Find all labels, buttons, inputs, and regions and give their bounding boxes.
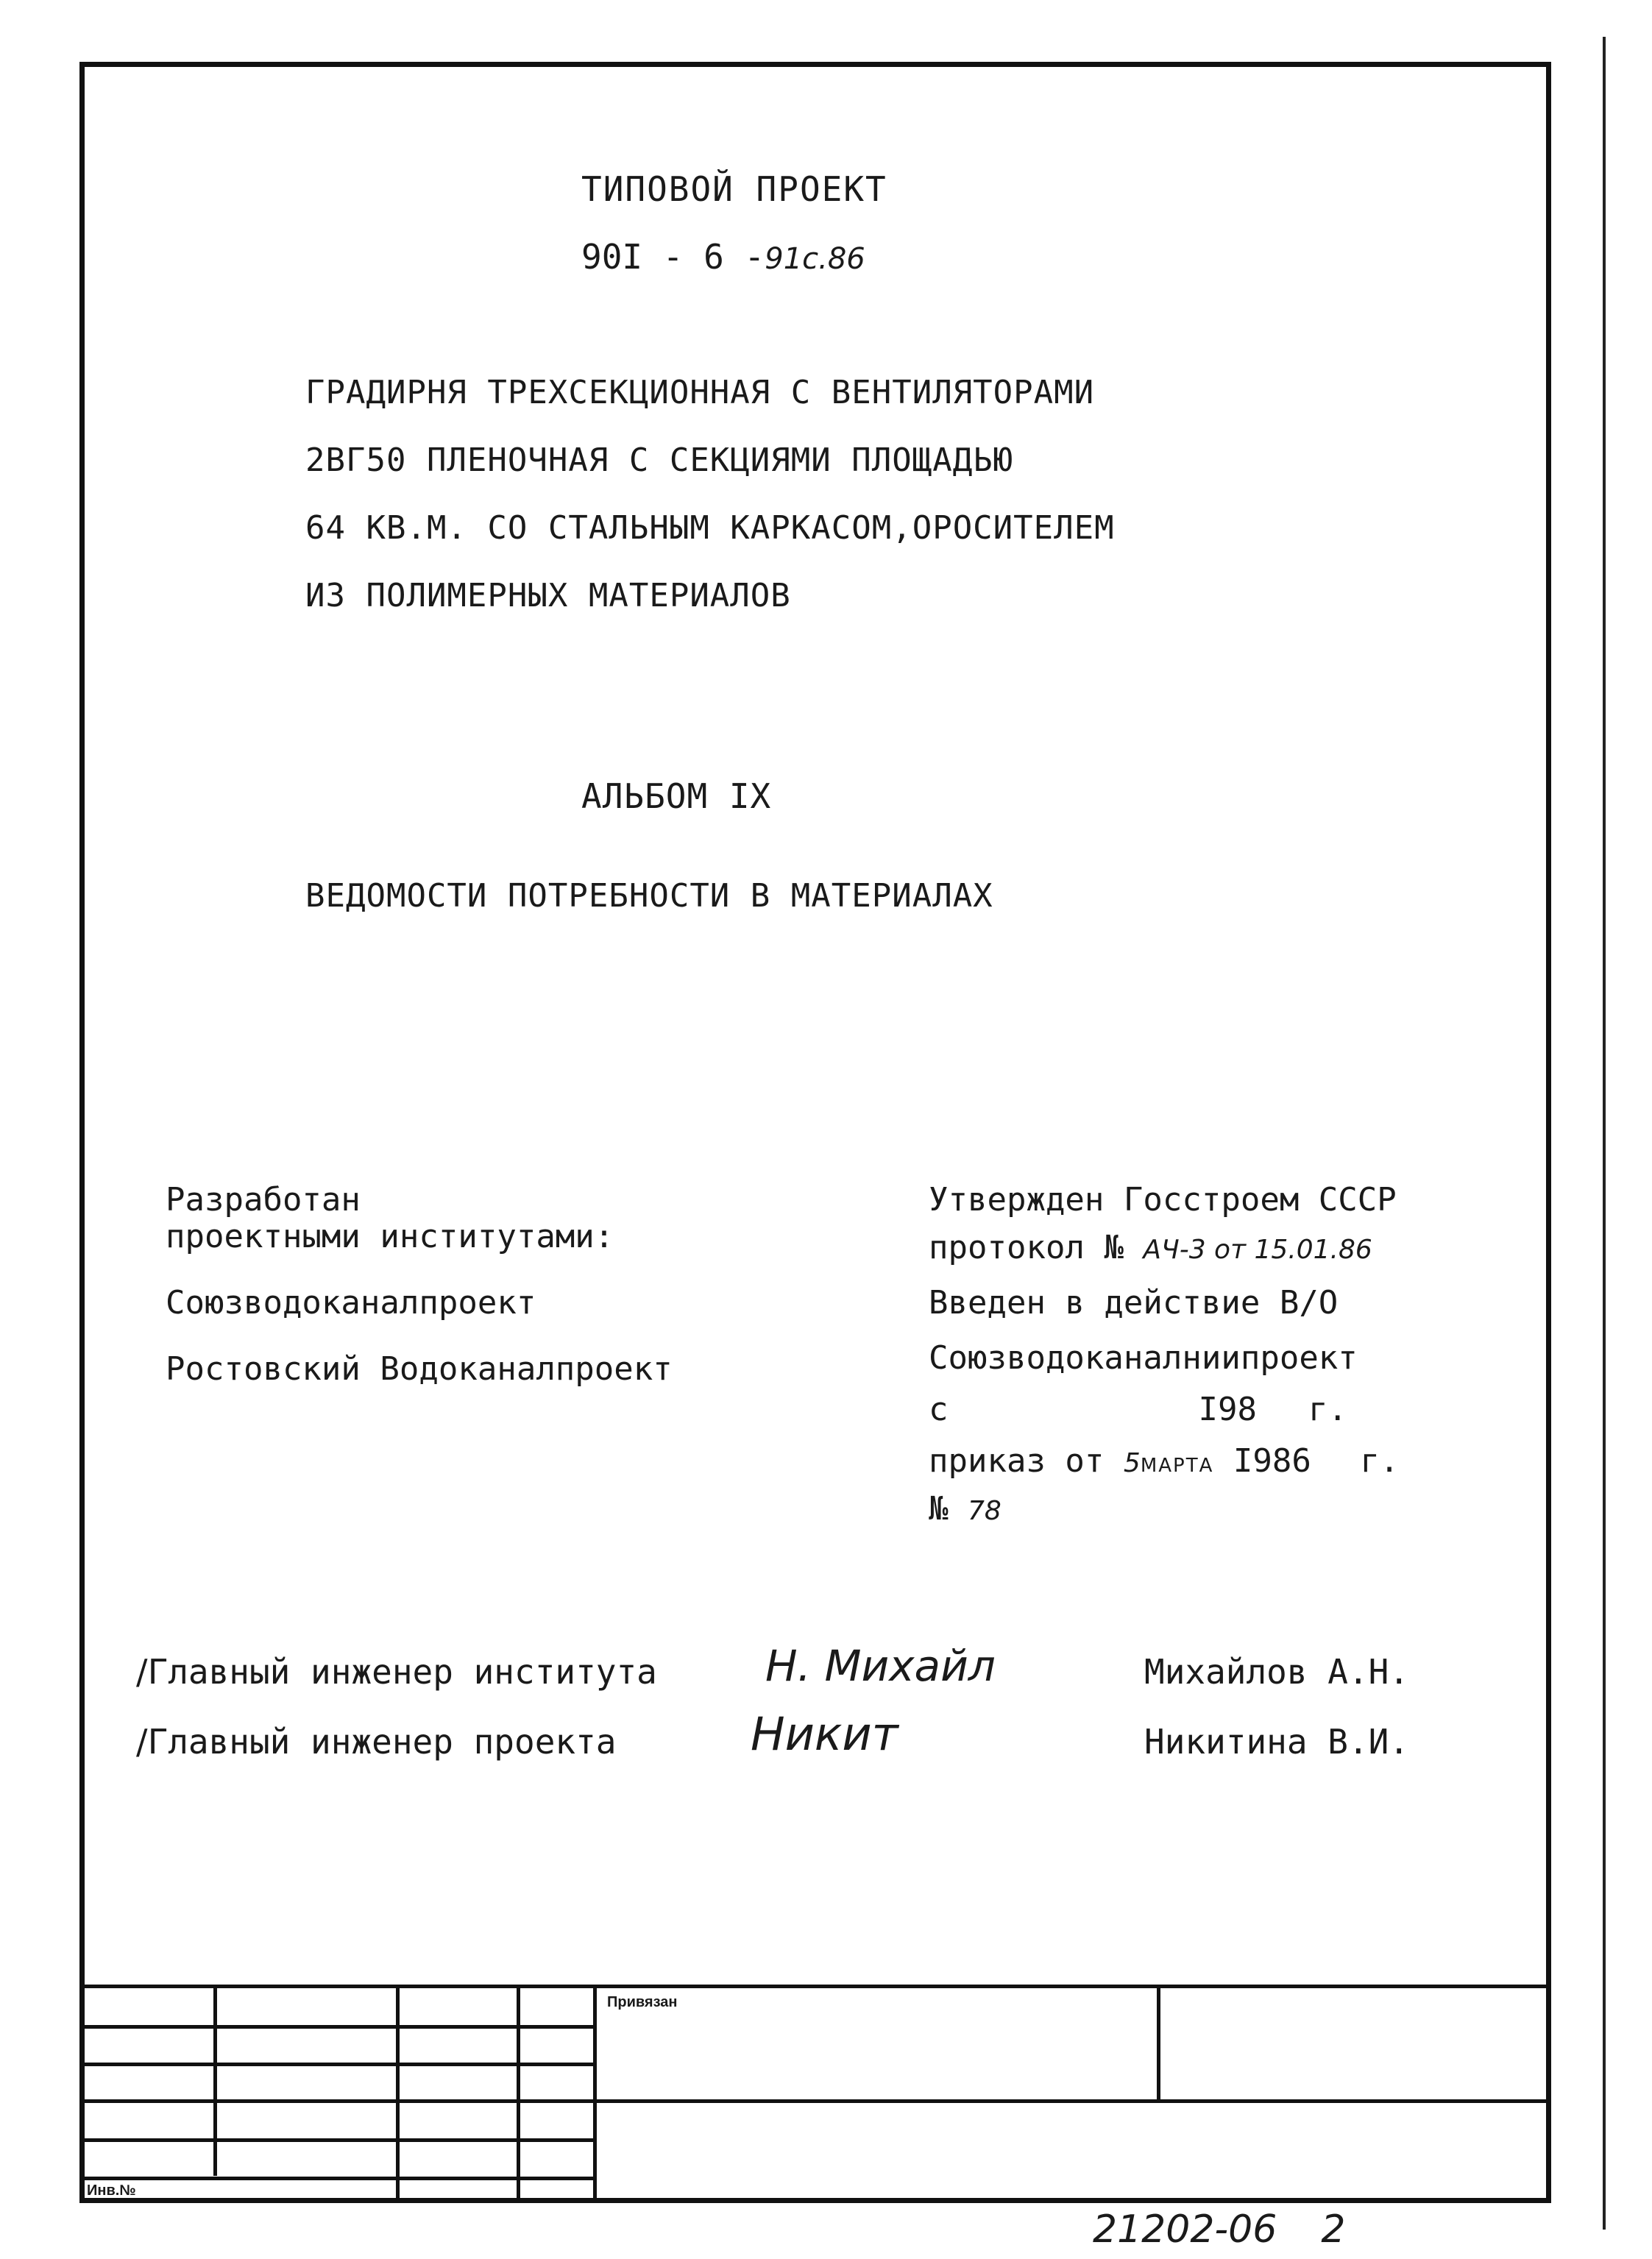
protocol-line [929, 1229, 1372, 1266]
protocol-prefix: протокол № [929, 1229, 1124, 1266]
stamp-mid-line [79, 2099, 1551, 2103]
institute-1: Союзводоканалпроект [166, 1284, 536, 1322]
project-number-printed: 90I - 6 - [581, 237, 765, 277]
signature-role-2: /Главный инженер проекта [136, 1722, 617, 1762]
stamp-top-line [79, 1985, 1551, 1988]
enacted-c: с [929, 1391, 949, 1428]
enacted-org: Союзводоканалниипроект [929, 1339, 1358, 1377]
order-prefix: приказ от [929, 1442, 1105, 1480]
order-year: I986 [1233, 1442, 1311, 1480]
order-month: МАРТА [1140, 1455, 1214, 1477]
description-line-2: 2ВГ50 ПЛЕНОЧНАЯ С СЕКЦИЯМИ ПЛОЩАДЬЮ [305, 441, 1014, 479]
developed-label: Разработан [166, 1181, 361, 1219]
signature-role-1: /Главный инженер института [136, 1652, 657, 1692]
signature-1: Н. Михайл [765, 1641, 996, 1691]
privyazan-label: Привязан [607, 1994, 678, 2010]
signature-2: Никит [751, 1707, 898, 1761]
signature-name-1: Михайлов А.Н. [1144, 1652, 1410, 1692]
order-g: г. [1360, 1442, 1400, 1480]
enacted-year: I98 [1198, 1391, 1257, 1428]
protocol-handwritten: АЧ-3 от 15.01.86 [1143, 1235, 1372, 1265]
page-edge-line [1603, 37, 1606, 2230]
stamp-vline [1157, 1985, 1160, 2099]
order-number: 78 [968, 1496, 1002, 1526]
order-line [929, 1442, 1399, 1480]
order-number-prefix: № [929, 1490, 949, 1528]
inventory-label: Инв.№ [87, 2182, 136, 2199]
signature-name-2: Никитина В.И. [1144, 1722, 1410, 1762]
doc-type-title: ТИПОВОЙ ПРОЕКТ [581, 169, 887, 209]
stamp-vline [517, 1985, 520, 2203]
enacted-g: г. [1308, 1391, 1347, 1428]
institute-2: Ростовский Водоканалпроект [166, 1350, 673, 1388]
album-title: АЛЬБОМ IX [581, 776, 772, 816]
enacted-date-line [929, 1391, 1347, 1428]
description-line-1: ГРАДИРНЯ ТРЕХСЕКЦИОННАЯ С ВЕНТИЛЯТОРАМИ [305, 374, 1095, 411]
sheets-title: ВЕДОМОСТИ ПОТРЕБНОСТИ В МАТЕРИАЛАХ [305, 877, 993, 915]
enacted-line: Введен в действие В/О [929, 1284, 1339, 1322]
description-line-4: ИЗ ПОЛИМЕРНЫХ МАТЕРИАЛОВ [305, 577, 791, 614]
project-number-handwritten: 91с.86 [765, 242, 865, 276]
project-number [581, 237, 865, 277]
approved-line: Утвержден Госстроем СССР [929, 1181, 1397, 1219]
description-line-3: 64 КВ.М. СО СТАЛЬНЫМ КАРКАСОМ,ОРОСИТЕЛЕМ [305, 509, 1115, 547]
sheet-code: 21202-06 2 [1093, 2207, 1346, 2252]
stamp-vline [593, 1985, 597, 2203]
stamp-vline [213, 1985, 217, 2176]
order-day: 5 [1123, 1448, 1141, 1478]
sheet-number: 2 [1321, 2207, 1346, 2252]
developed-institutes-label: проектными институтами: [166, 1218, 614, 1255]
order-number-line [929, 1490, 1002, 1528]
stamp-vline [396, 1985, 400, 2203]
